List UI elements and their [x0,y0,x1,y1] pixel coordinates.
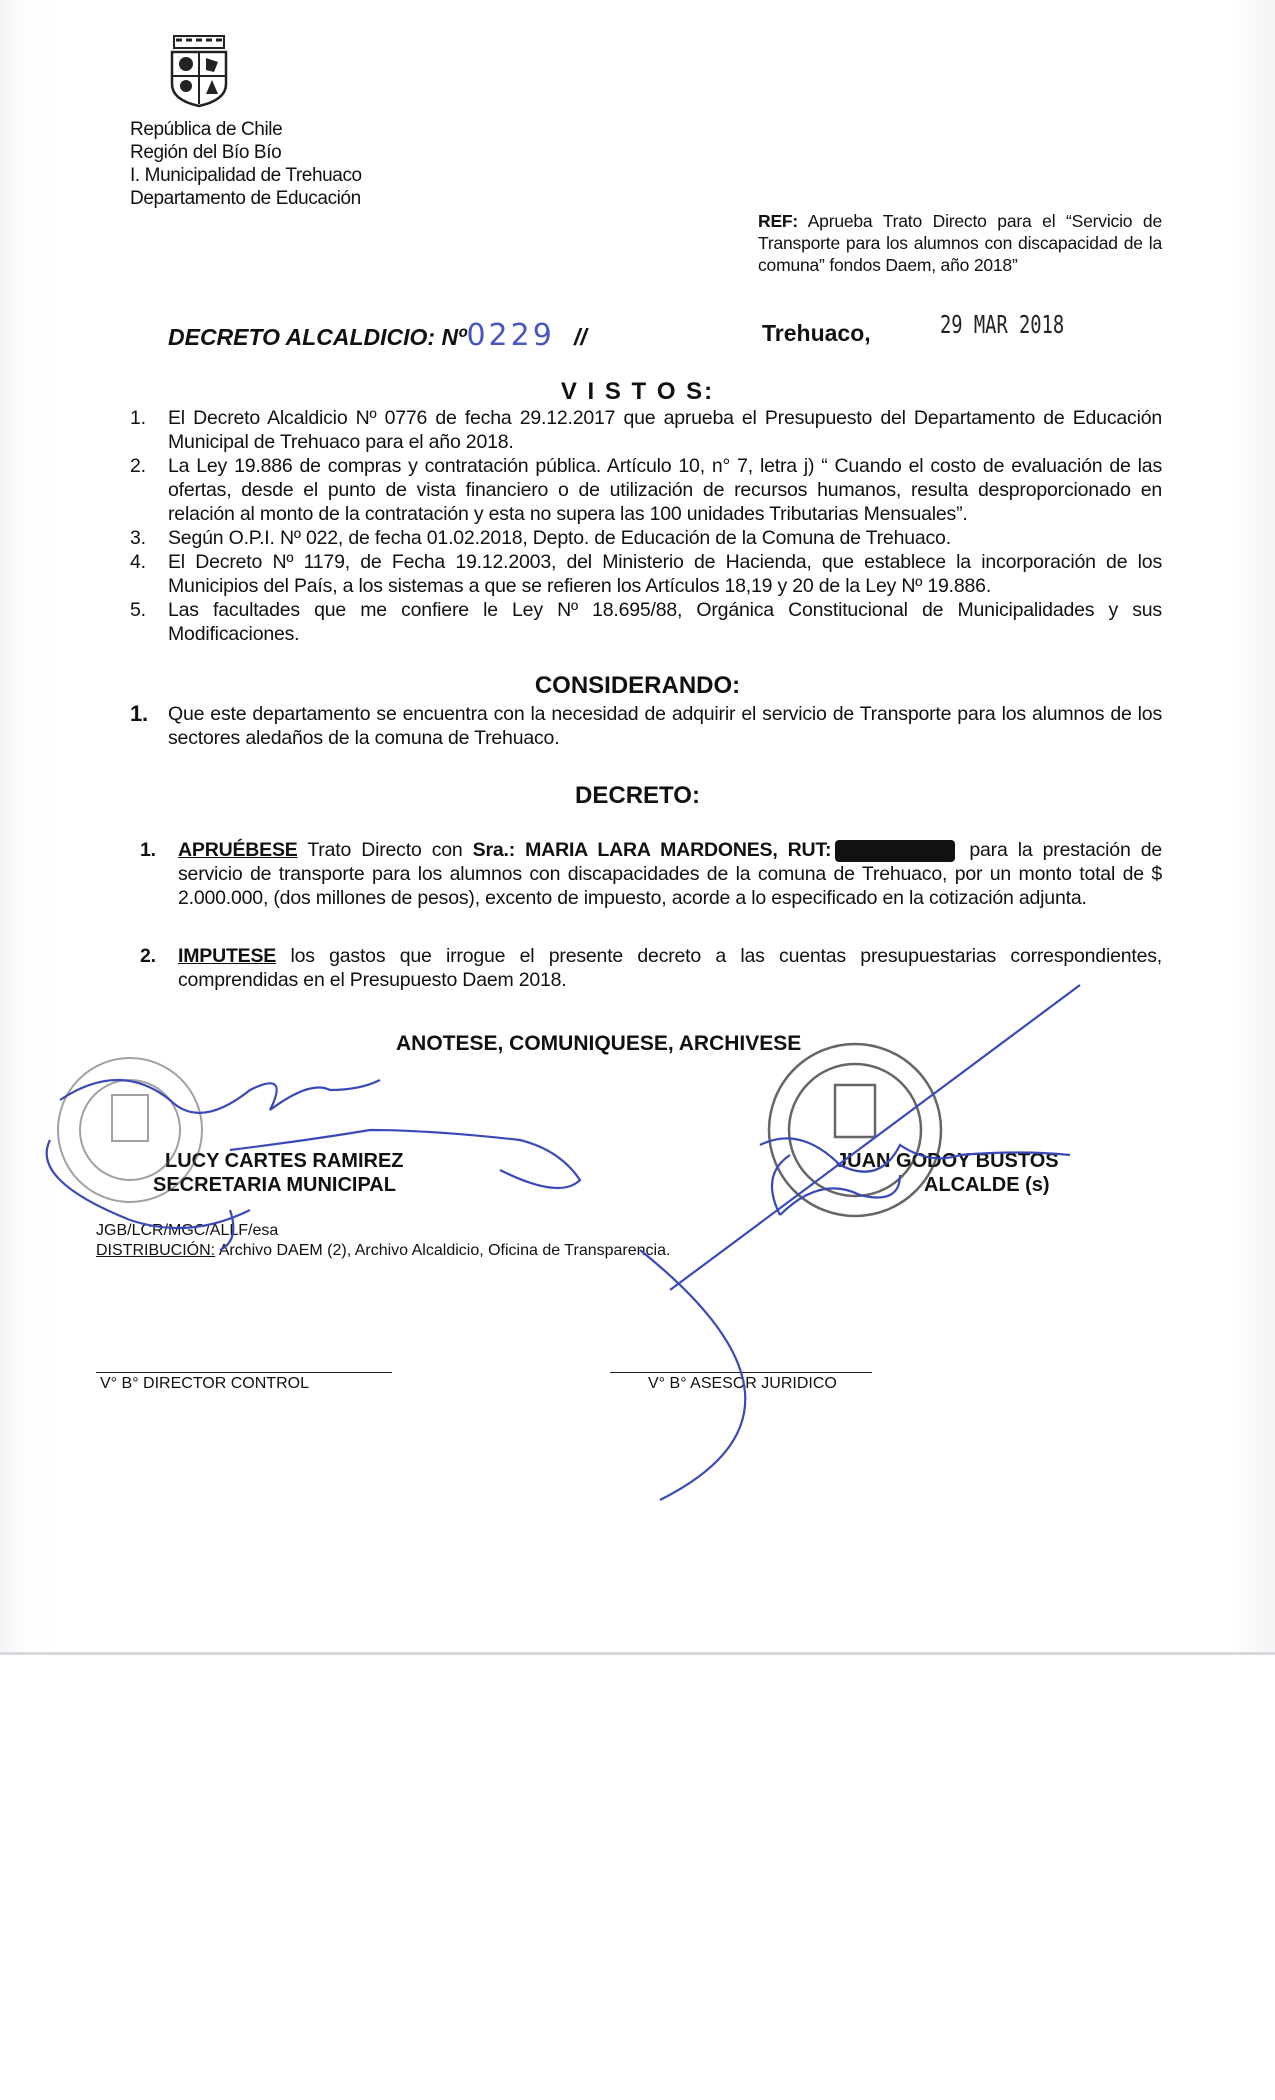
header-line: Región del Bío Bío [130,142,282,163]
item-number: 1. [130,407,146,429]
secretary-stamp-icon [58,1058,202,1202]
item-number: 1. [140,839,156,861]
header-line: República de Chile [130,119,283,140]
item-number: 4. [130,551,146,573]
distribution-label: DISTRIBUCIÓN: [96,1242,216,1259]
approval-label: V° B° DIRECTOR CONTROL [100,1375,309,1392]
distribution-text: Archivo DAEM (2), Archivo Alcaldicio, Oficina de Transparencia. [215,1242,671,1259]
item-text: La Ley 19.886 de compras y contratación pública. Artículo 10, n° 7, letra j) “ Cuando el costo de evaluación de las ofertas, desde el punto de vista financiero o de utilización de recursos humanos, resulta desproporcionado en relación al monto de la contratación y esta no supera las 100 unidades Tributarias Mensuales”. [168,455,1162,525]
item-text: El Decreto Nº 1179, de Fecha 19.12.2003, del Ministerio de Hacienda, que establece la incorporación de los Municipios del País, a los sistemas a que se refieren los Artículos 18,19 y 20 de la Ley Nº 19.886. [168,551,1162,597]
initials: JGB/LCR/MGC/ALLF/esa [96,1222,279,1239]
item-number: 2. [140,945,156,967]
signatory-role: SECRETARIA MUNICIPAL [153,1174,396,1196]
vistos-heading: V I S T O S: [560,378,715,405]
closing-formula: ANOTESE, COMUNIQUESE, ARCHIVESE [396,1032,802,1055]
item-text: El Decreto Alcaldicio Nº 0776 de fecha 29.12.2017 que aprueba el Presupuesto del Departamento de Educación Municipal de Trehuaco para el año 2018. [168,407,1162,453]
item-text: Las facultades que me confiere le Ley Nº 18.695/88, Orgánica Constitucional de Municipalidades y sus Modificaciones. [168,599,1162,645]
mayor-stamp-icon [769,1044,941,1216]
item-text: Que este departamento se encuentra con la necesidad de adquirir el servicio de Transporte para los alumnos de los sectores aledaños de la comuna de Trehuaco. [168,703,1162,749]
item-text: los gastos que irrogue el presente decreto a las cuentas presupuestarias correspondientes, comprendidas en el Presupuesto Daem 2018. [178,945,1162,991]
item-keyword: APRUÉBESE [178,839,298,861]
date-stamp: 29 MAR 2018 [940,310,1065,339]
item-text: Según O.P.I. Nº 022, de fecha 01.02.2018, Depto. de Educación de la Comuna de Trehuaco. [168,527,951,549]
signatory-name: JUAN GODOY BUSTOS [836,1150,1059,1172]
ref-text: Aprueba Trato Directo para el “Servicio de Transporte para los alumnos con discapacidad de la comuna” fondos Daem, año 2018” [758,211,1162,275]
item-number: 3. [130,527,146,549]
item-number: 2. [130,455,146,477]
considerando-heading: CONSIDERANDO: [534,672,741,699]
header-line: I. Municipalidad de Trehuaco [130,165,362,186]
handwritten-signature-icon [47,985,1080,1500]
approval-label: V° B° ASESOR JURIDICO [648,1375,837,1392]
contractor-name: Sra.: MARIA LARA MARDONES, RUT: [472,839,832,861]
item-text: para la prestación de servicio de transporte para los alumnos con discapacidades de la comuna de Trehuaco, por un monto total de $ 2.000.000, (dos millones de pesos), excento de impuesto, acorde a lo especificado en la cotización adjunta. [178,839,1162,909]
signatory-role: ALCALDE (s) [924,1174,1050,1196]
signatory-name: LUCY CARTES RAMIREZ [165,1150,404,1172]
item-number: 1. [130,701,148,726]
decree-town: Trehuaco, [762,320,871,346]
item-keyword: IMPUTESE [178,945,277,967]
ref-label: REF: [758,211,799,231]
decree-suffix: // [573,324,587,350]
decree-label: DECRETO ALCALDICIO: Nº [168,324,467,350]
item-number: 5. [130,599,146,621]
header-line: Departamento de Educación [130,188,361,209]
item-text: Trato Directo con [297,839,473,861]
decree-number: 0229 [466,318,555,353]
decreto-heading: DECRETO: [575,782,700,809]
